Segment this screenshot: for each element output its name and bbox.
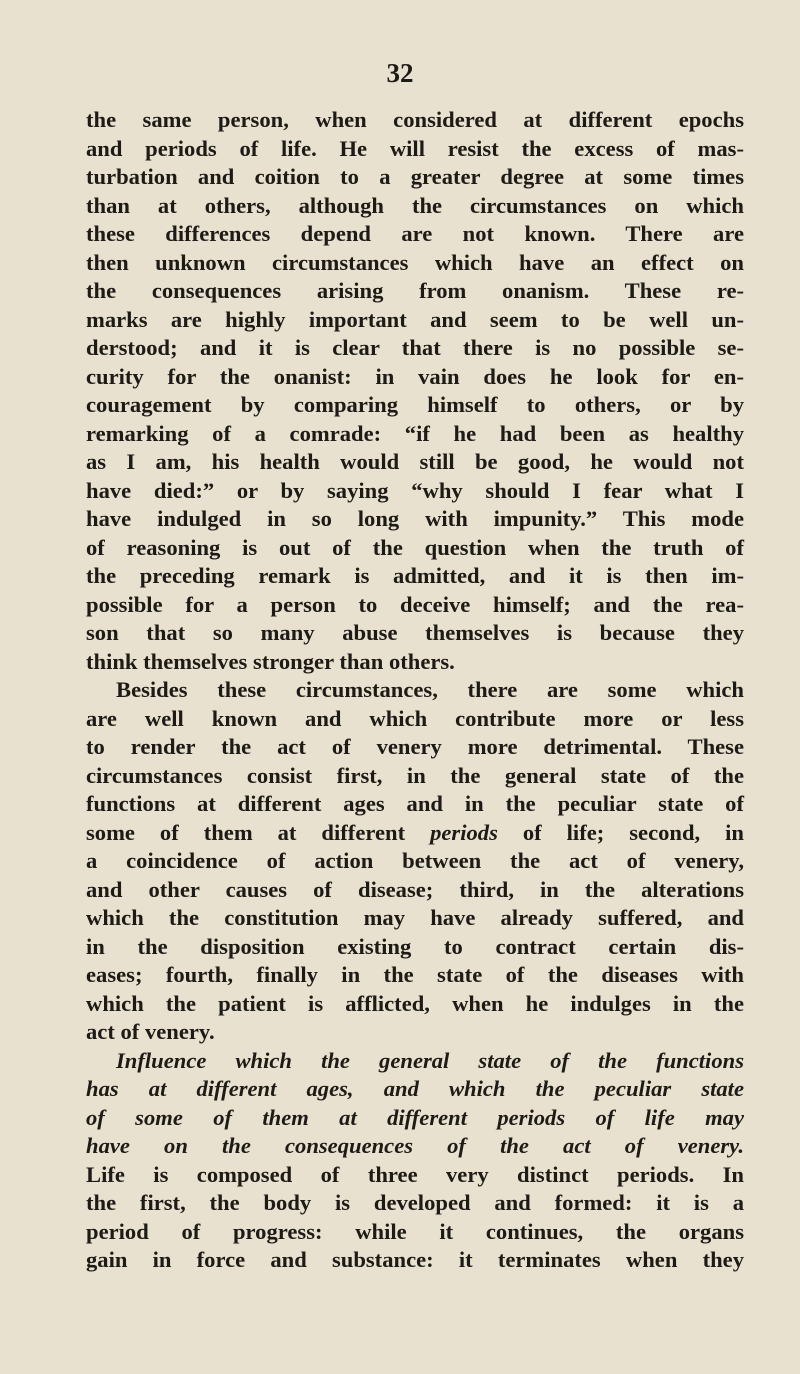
text-line: of some of them at different periods of life may	[86, 1104, 744, 1130]
text-line: of reasoning is out of the question when the truth of	[86, 534, 744, 560]
text-line: gain in force and substance: it terminates when they	[86, 1247, 744, 1272]
text-line	[86, 1132, 744, 1161]
text-line: couragement by comparing himself to others, or by	[86, 392, 744, 417]
page-number: 32	[386, 58, 414, 88]
text-line: the first, the body is developed and formed: it is a	[86, 1190, 744, 1215]
text-line: circumstances consist first, in the general state of the	[86, 762, 744, 788]
text-line: are well known and which contribute more or less	[86, 705, 744, 731]
text-segment: of life; second, in	[497, 819, 744, 845]
text-line: period of progress: while it continues, the organs	[86, 1218, 744, 1244]
body-text	[86, 106, 744, 1275]
text-line: turbation and coition to a greater degree at some times	[86, 164, 744, 189]
text-line: Influence which the general state of the functions	[116, 1047, 744, 1073]
text-line: have died:” or by saying “why should I fear what I	[86, 477, 744, 503]
text-line: eases; fourth, finally in the state of the diseases with	[86, 962, 744, 987]
text-line: and periods of life. He will resist the excess of mas-	[86, 135, 744, 161]
italic-text-segment: have on the consequences of the act of venery.	[86, 1133, 744, 1158]
text-line: Life is composed of three very distinct periods. In	[86, 1161, 744, 1187]
text-line: the consequences arising from onanism. These re-	[86, 278, 744, 303]
text-line: have indulged in so long with impunity.” This mode	[86, 506, 744, 531]
text-line: which the patient is afflicted, when he indulges in the	[86, 990, 744, 1016]
text-line: act of venery.	[86, 1019, 215, 1044]
text-segment: some of them at different	[86, 819, 431, 845]
text-line: derstood; and it is clear that there is no possible se-	[86, 335, 744, 360]
text-line: Besides these circumstances, there are some which	[116, 677, 744, 702]
text-line: son that so many abuse themselves is because they	[86, 620, 744, 645]
text-line: functions at different ages and in the peculiar state of	[86, 791, 744, 816]
text-line: marks are highly important and seem to be well un-	[86, 306, 744, 332]
text-line: remarking of a comrade: “if he had been as healthy	[86, 420, 744, 446]
text-line	[86, 819, 744, 848]
text-line: think themselves stronger than others.	[86, 648, 455, 674]
text-line: as I am, his health would still be good, he would not	[86, 449, 744, 474]
text-line: which the constitution may have already suffered, and	[86, 905, 744, 930]
text-line: than at others, although the circumstances on which	[86, 192, 744, 218]
text-line: then unknown circumstances which have an effect on	[86, 249, 744, 275]
text-line: a coincidence of action between the act of venery,	[86, 848, 744, 873]
text-line: these differences depend are not known. There are	[86, 221, 744, 246]
text-line: in the disposition existing to contract certain dis-	[86, 933, 744, 959]
text-line: curity for the onanist: in vain does he look for en-	[86, 363, 744, 389]
text-line: the preceding remark is admitted, and it is then im-	[86, 563, 744, 588]
text-line: possible for a person to deceive himself; and the rea-	[86, 591, 744, 617]
italic-text-segment: periods	[430, 819, 498, 845]
text-line: the same person, when considered at different epochs	[86, 107, 744, 132]
text-line: to render the act of venery more detrimental. These	[86, 734, 744, 759]
text-line: and other causes of disease; third, in the alterations	[86, 876, 744, 902]
text-line: has at different ages, and which the peculiar state	[86, 1076, 744, 1101]
